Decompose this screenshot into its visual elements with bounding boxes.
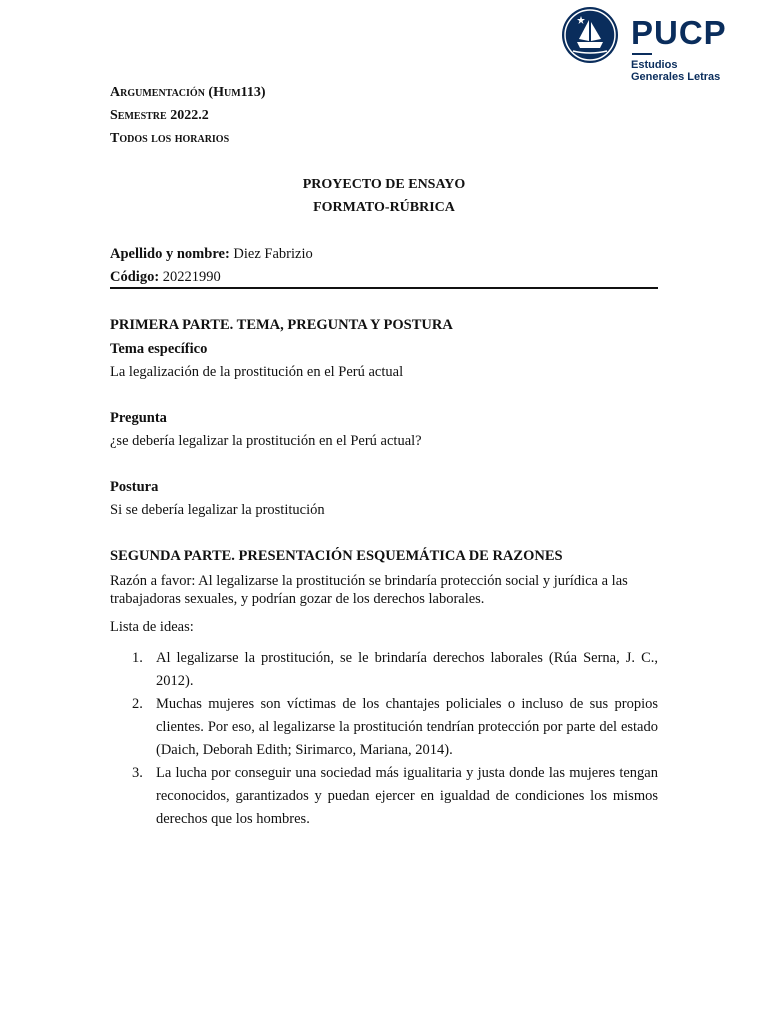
student-code — [110, 269, 221, 286]
student-name-label: Apellido y nombre: — [110, 246, 230, 262]
logo-subtitle-line1: Estudios — [631, 59, 678, 71]
stance-label: Postura — [110, 479, 159, 495]
list-item-text: La lucha por conseguir una sociedad más igualitaria y justa donde las mujeres tengan reconocidos, garantizados y puedan ejercer en igualdad de condiciones los mismos derechos que los hombres. — [156, 765, 658, 827]
ideas-label: Lista de ideas: — [110, 619, 194, 635]
doc-title: PROYECTO DE ENSAYO — [302, 177, 466, 192]
ideas-list — [110, 647, 658, 831]
list-item — [110, 762, 658, 831]
student-code-value: 20221990 — [159, 269, 221, 285]
reason-text: Razón a favor: Al legalizarse la prostitución se brindaría protección social y jurídica a las trabajadoras sexuales, y podrían gozar de los derechos laborales. — [110, 573, 628, 607]
question-label: Pregunta — [110, 410, 167, 426]
course-name: Argumentación (Hum113) — [110, 85, 266, 100]
list-item-number: 1. — [132, 650, 143, 666]
list-item-number: 2. — [132, 696, 143, 712]
student-code-label: Código: — [110, 269, 160, 285]
topic-text: La legalización de la prostitución en el Perú actual — [110, 364, 404, 380]
logo-subtitle — [631, 59, 720, 83]
student-name-value: Diez Fabrizio — [229, 246, 313, 262]
list-item — [110, 693, 658, 762]
question-text: ¿se debería legalizar la prostitución en el Perú actual? — [110, 433, 422, 449]
part1-heading: PRIMERA PARTE. TEMA, PREGUNTA Y POSTURA — [110, 317, 453, 333]
doc-subtitle: FORMATO-RÚBRICA — [313, 200, 455, 215]
pucp-logo — [561, 6, 741, 86]
part2-heading: SEGUNDA PARTE. PRESENTACIÓN ESQUEMÁTICA DE RAZONES — [110, 548, 563, 564]
ship-emblem-icon — [561, 6, 619, 64]
list-item — [110, 647, 658, 693]
header-divider — [110, 287, 658, 289]
list-item-text: Al legalizarse la prostitución, se le brindaría derechos laborales (Rúa Serna, J. C., 2012). — [156, 650, 658, 689]
logo-subtitle-line2: Generales Letras — [631, 71, 721, 83]
topic-label: Tema específico — [110, 341, 208, 357]
list-item-number: 3. — [132, 765, 143, 781]
list-item-text: Muchas mujeres son víctimas de los chantajes policiales o incluso de sus propios clientes. Por eso, al legalizarse la prostitución tendrían protección por parte del estado (Daich, Deborah Edith; Sirimarco, Mariana, 2014). — [156, 696, 658, 758]
semester: Semestre 2022.2 — [110, 108, 209, 123]
stance-text: Si se debería legalizar la prostitución — [110, 502, 325, 518]
schedule: Todos los horarios — [110, 131, 230, 146]
logo-divider — [632, 53, 652, 55]
student-name — [110, 246, 313, 263]
logo-wordmark: PUCP — [631, 14, 727, 51]
